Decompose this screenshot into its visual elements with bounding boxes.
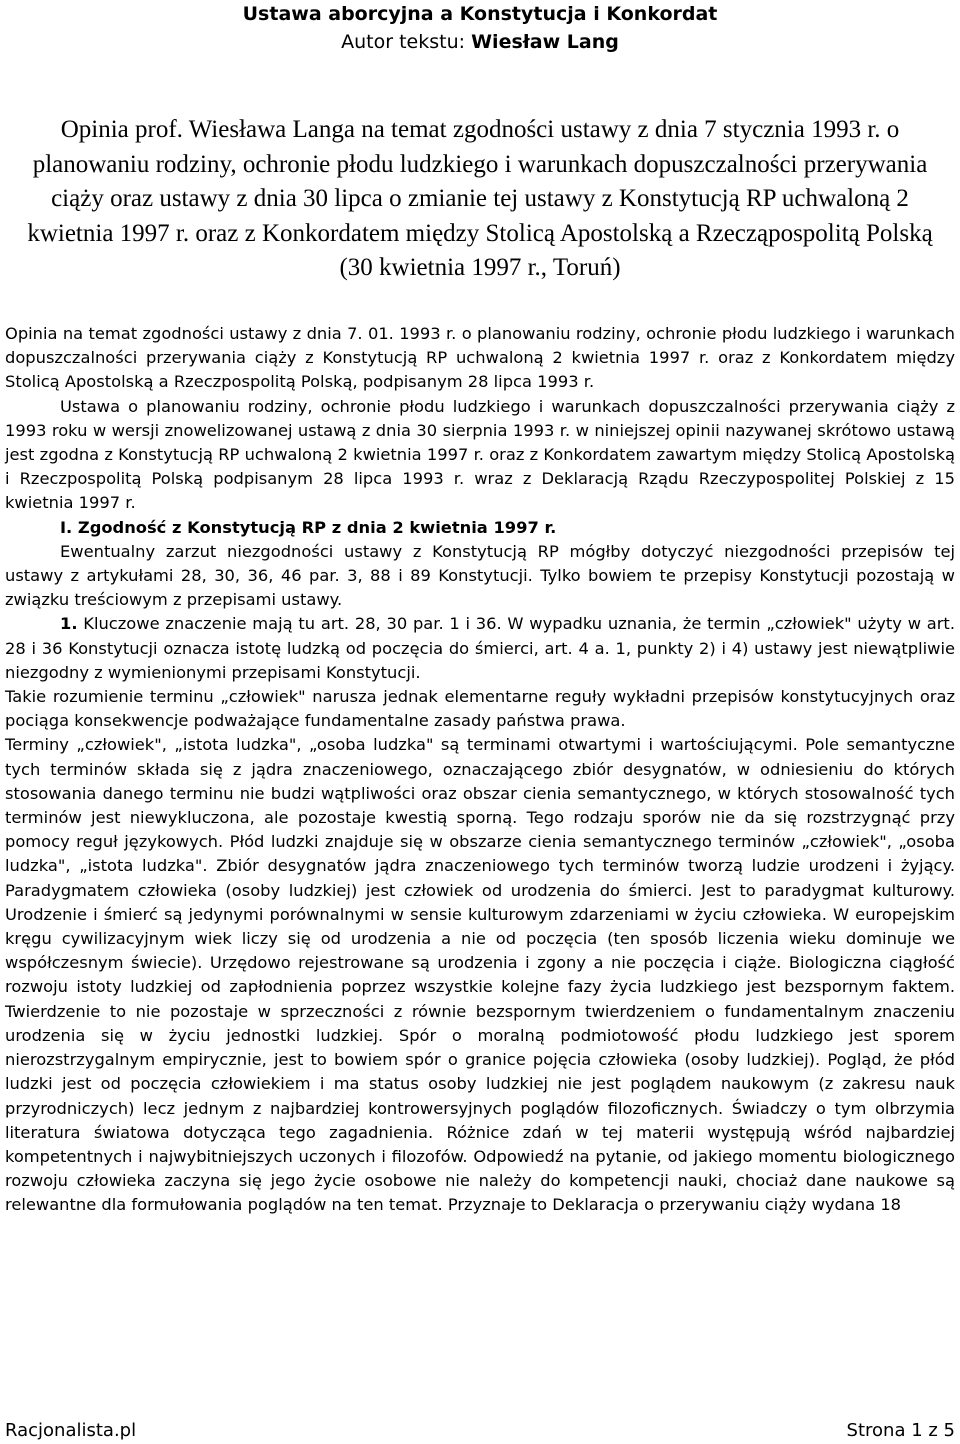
footer-site: Racjonalista.pl (5, 1420, 137, 1441)
point-number: 1. (60, 614, 78, 634)
point-text: Kluczowe znaczenie mają tu art. 28, 30 par. 1 i 36. W wypadku uznania, że termin „człowiek" użyty w art. 28 i 36 Konstytucji oznacza istotę ludzką od poczęcia do śmierci, art. 4 a. 1, punkty 2) i 4) ustawy jest niewątpliwie niezgodny z wymienionymi przepisami Konstytucji. (5, 614, 955, 682)
author-name: Wiesław Lang (471, 31, 619, 53)
author-label: Autor tekstu: (341, 31, 472, 53)
page-footer (5, 1420, 955, 1444)
paragraph-conclusion: Ustawa o planowaniu rodziny, ochronie płodu ludzkiego i warunkach dopuszczalności przerywania ciąży z 1993 roku w wersji znowelizowanej ustawą z dnia 30 sierpnia 1993 r. w niniejszej opinii nazywanej skrótowo ustawą jest zgodna z Konstytucją RP uchwaloną 2 kwietnia 1997 r. oraz z Konkordatem zawartym między Stolicą Apostolską i Rzeczpospolitą Polską podpisanym 28 lipca 1993 r. wraz z Deklaracją Rządu Rzeczypospolitej Polskiej z 15 kwietnia 1997 r. (5, 396, 955, 513)
author-line (0, 28, 960, 56)
paragraph-point-1 (5, 612, 955, 685)
paragraph-terms: Terminy „człowiek", „istota ludzka", „osoba ludzka" są terminami otwartymi i wartościującymi. Pole semantyczne tych terminów składa się z jądra znaczeniowego, oznaczającego zbiór desygnatów, w odniesieniu do których stosowania danego terminu nie budzi wątpliwości oraz obszar cienia semantycznego, w których stosowalność tych terminów jest niewykluczona, ale pozostaje kwestią sporną. Tego rodzaju sporów nie da się rozstrzygnąć przy pomocy reguł językowych. Płód ludzki znajduje się w obszarze cienia semantycznego terminów „człowiek", „osoba ludzka", „istota ludzka". Zbiór desygnatów jądra znaczeniowego tych terminów tworzą ludzie urodzeni i żyjący. Paradygmatem człowieka (osoby ludzkiej) jest człowiek od urodzenia do śmierci. Jest to paradygmat kulturowy. Urodzenie i śmierć są jedynymi porównalnymi w sensie kulturowym zdarzeniami w życiu człowieka. W europejskim kręgu cywilizacyjnym wiek liczy się od urodzenia a nie od poczęcia (ten sposób liczenia wieku dominuje we współczesnym świecie). Urzędowo rejestrowane są urodzenia i zgony a nie poczęcia i ciąże. Biologiczna ciągłość rozwoju istoty ludzkiej od zapłodnienia poprzez wszystkie kolejne fazy życia ludzkiego jest bezspornym faktem. Twierdzenie to nie pozostaje w sprzeczności z równie bezspornym twierdzeniem o fundamentalnym znaczeniu urodzenia się w życiu jednostki ludzkiej. Spór o moralną podmiotowość płodu ludzkiego jest sporem nierozstrzygalnym empirycznie, jest to bowiem spór o granice pojęcia człowieka (osoby ludzkiej). Pogląd, że płód ludzki jest od poczęcia człowiekiem i ma status osoby ludzkiej nie jest poglądem naukowym (z zakresu nauk przyrodniczych) lecz jednym z najbardziej kontrowersyjnych poglądów filozoficznych. Świadczy o tym olbrzymia literatura światowa dotycząca tego zagadnienia. Różnice zdań w tej materii występują wśród najbardziej kompetentnych i najwybitniejszych uczonych i filozofów. Odpowiedź na pytanie, od jakiego momentu biologicznego rozwoju człowieka zaczyna się jego życie osobowe nie należy do kompetencji nauki, chociaż dane naukowe są relewantne dla formułowania poglądów na ten temat. Przyznaje to Deklaracja o przerywaniu ciąży wydana 18 (5, 735, 955, 1215)
footer-page-number: Strona 1 z 5 (846, 1420, 955, 1441)
document-title: Ustawa aborcyjna a Konstytucja i Konkordat (242, 3, 718, 25)
paragraph-articles: Ewentualny zarzut niezgodności ustawy z Konstytucją RP mógłby dotyczyć niezgodności przepisów tej ustawy z artykułami 28, 30, 36, 46 par. 3, 88 i 89 Konstytucji. Tylko bowiem te przepisy Konstytucji pozostają w związku treściowym z przepisami ustawy. (5, 541, 955, 610)
paragraph-interpretation: Takie rozumienie terminu „człowiek" narusza jednak elementarne reguły wykładni przepisów konstytucyjnych oraz pociąga konsekwencje podważające fundamentalne zasady państwa prawa. (5, 687, 955, 731)
lead-paragraph: Opinia prof. Wiesława Langa na temat zgodności ustawy z dnia 7 stycznia 1993 r. o planowaniu rodziny, ochronie płodu ludzkiego i warunkach dopuszczalności przerywania ciąży oraz ustawy z dnia 30 lipca o zmianie tej ustawy z Konstytucją RP uchwaloną 2 kwietnia 1997 r. oraz z Konkordatem między Stolicą Apostolską a Rzecząpospolitą Polską (30 kwietnia 1997 r., Toruń) (27, 116, 933, 281)
paragraph-opinion-intro: Opinia na temat zgodności ustawy z dnia 7. 01. 1993 r. o planowaniu rodziny, ochronie płodu ludzkiego i warunkach dopuszczalności przerywania ciąży z Konstytucją RP uchwaloną 2 kwietnia 1997 r. oraz z Konkordatem między Stolicą Apostolską a Rzeczpospolitą Polską, podpisanym 28 lipca 1993 r. (5, 324, 955, 392)
document-body (5, 322, 955, 1218)
section-heading: I. Zgodność z Konstytucją RP z dnia 2 kwietnia 1997 r. (60, 517, 557, 537)
document-header (0, 0, 960, 56)
